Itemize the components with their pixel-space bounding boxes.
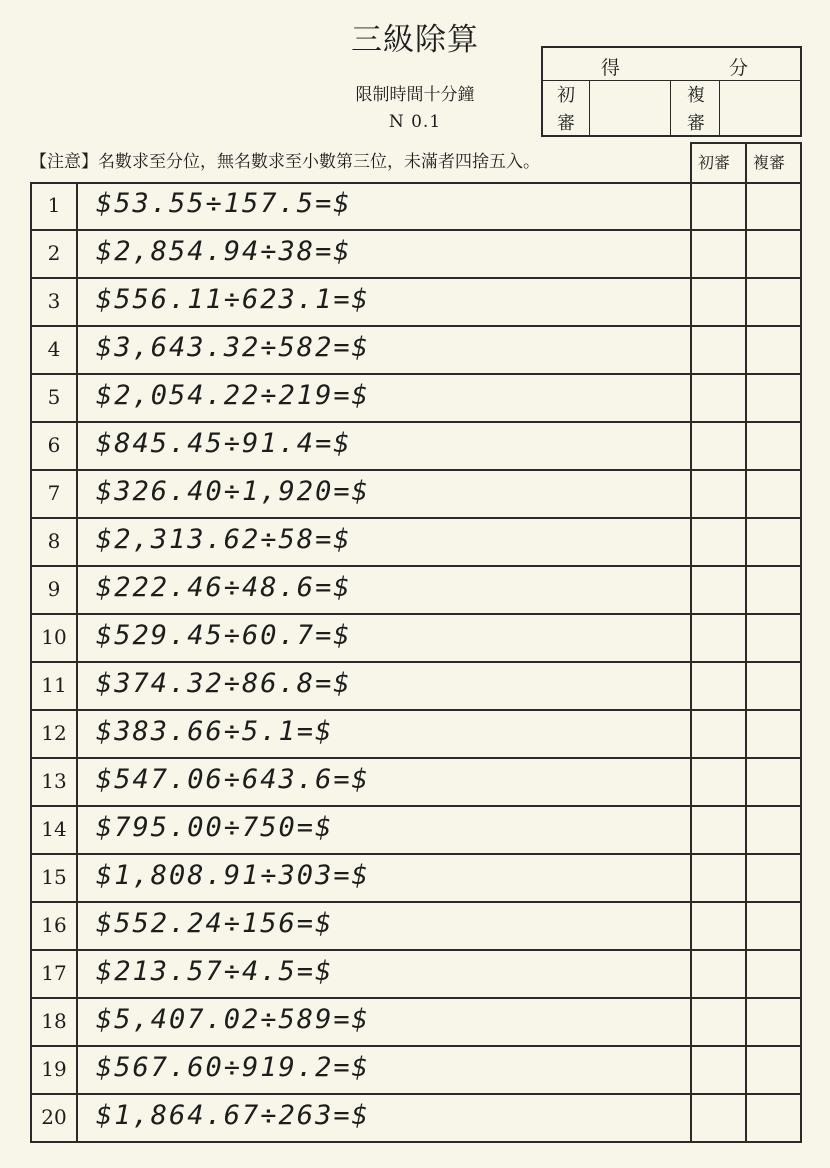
- problem-number: 15: [41, 865, 67, 889]
- problem-row: [30, 1094, 802, 1142]
- problem-number: 12: [41, 721, 67, 745]
- worksheet-number: N 0.1: [388, 112, 442, 132]
- problem-row: [30, 710, 802, 758]
- problem-row: [30, 998, 802, 1046]
- problem-row: [30, 470, 802, 518]
- problem-row: [30, 902, 802, 950]
- first-check-label: 初 審: [557, 85, 575, 134]
- column-first-check: 初審: [698, 153, 731, 172]
- problem-table: [30, 142, 802, 1142]
- problem-number: 6: [47, 433, 61, 457]
- problem-expression: $556.11÷623.1=$: [96, 284, 370, 315]
- problem-expression: $374.32÷86.8=$: [96, 668, 352, 699]
- row-divider: [30, 1141, 802, 1143]
- problem-number: 4: [47, 337, 61, 361]
- problem-row: [30, 614, 802, 662]
- problem-row: [30, 422, 802, 470]
- problem-row: [30, 278, 802, 326]
- problem-row: [30, 806, 802, 854]
- score-label-1: 得: [601, 57, 621, 79]
- problem-expression: $213.57÷4.5=$: [96, 956, 334, 987]
- problem-row: [30, 1046, 802, 1094]
- problem-expression: $326.40÷1,920=$: [96, 476, 370, 507]
- problem-row: [30, 950, 802, 998]
- problem-number: 17: [41, 961, 67, 985]
- instruction-note: 【注意】名數求至分位，無名數求至小數第三位，未滿者四捨五入。: [30, 152, 540, 172]
- problem-number: 14: [41, 817, 67, 841]
- problem-expression: $383.66÷5.1=$: [96, 716, 334, 747]
- problem-expression: $552.24÷156=$: [96, 908, 334, 939]
- problem-expression: $845.45÷91.4=$: [96, 428, 352, 459]
- problem-expression: $1,808.91÷303=$: [96, 860, 370, 891]
- problem-number: 10: [41, 625, 67, 649]
- problem-expression: $5,407.02÷589=$: [96, 1004, 370, 1035]
- problem-row: [30, 758, 802, 806]
- problem-expression: $1,864.67÷263=$: [96, 1100, 370, 1131]
- problem-expression: $795.00÷750=$: [96, 812, 334, 843]
- problem-expression: $53.55÷157.5=$: [96, 188, 352, 219]
- problem-row: [30, 662, 802, 710]
- problem-number: 5: [47, 385, 61, 409]
- problem-number: 9: [47, 577, 61, 601]
- problem-row: [30, 854, 802, 902]
- problem-number: 19: [41, 1057, 67, 1081]
- problem-number: 11: [41, 673, 67, 697]
- problem-number: 16: [41, 913, 67, 937]
- problem-expression: $567.60÷919.2=$: [96, 1052, 370, 1083]
- problem-expression: $547.06÷643.6=$: [96, 764, 370, 795]
- problem-number: 20: [41, 1105, 67, 1129]
- problem-expression: $2,313.62÷58=$: [96, 524, 352, 555]
- problem-row: [30, 374, 802, 422]
- problem-expression: $222.46÷48.6=$: [96, 572, 352, 603]
- problem-expression: $2,054.22÷219=$: [96, 380, 370, 411]
- problem-number: 8: [47, 529, 61, 553]
- problem-number: 7: [47, 481, 61, 505]
- problem-number: 3: [47, 289, 61, 313]
- problem-expression: $529.45÷60.7=$: [96, 620, 352, 651]
- problem-number: 13: [41, 769, 67, 793]
- problem-number: 2: [47, 241, 61, 265]
- problem-row: [30, 566, 802, 614]
- problem-number: 18: [41, 1009, 67, 1033]
- score-box: [541, 46, 802, 137]
- problem-row: [30, 518, 802, 566]
- score-label-2: 分: [729, 57, 749, 79]
- problem-row: [30, 182, 802, 230]
- column-second-check: 複審: [753, 153, 786, 172]
- score-header: [543, 48, 800, 81]
- problem-expression: $3,643.32÷582=$: [96, 332, 370, 363]
- problem-row: [30, 326, 802, 374]
- worksheet-title: 三級除算: [351, 22, 479, 58]
- second-check-label: 複 審: [687, 85, 705, 134]
- problem-number: 1: [47, 193, 61, 217]
- problem-row: [30, 230, 802, 278]
- problem-expression: $2,854.94÷38=$: [96, 236, 352, 267]
- time-limit: 限制時間十分鐘: [355, 85, 475, 105]
